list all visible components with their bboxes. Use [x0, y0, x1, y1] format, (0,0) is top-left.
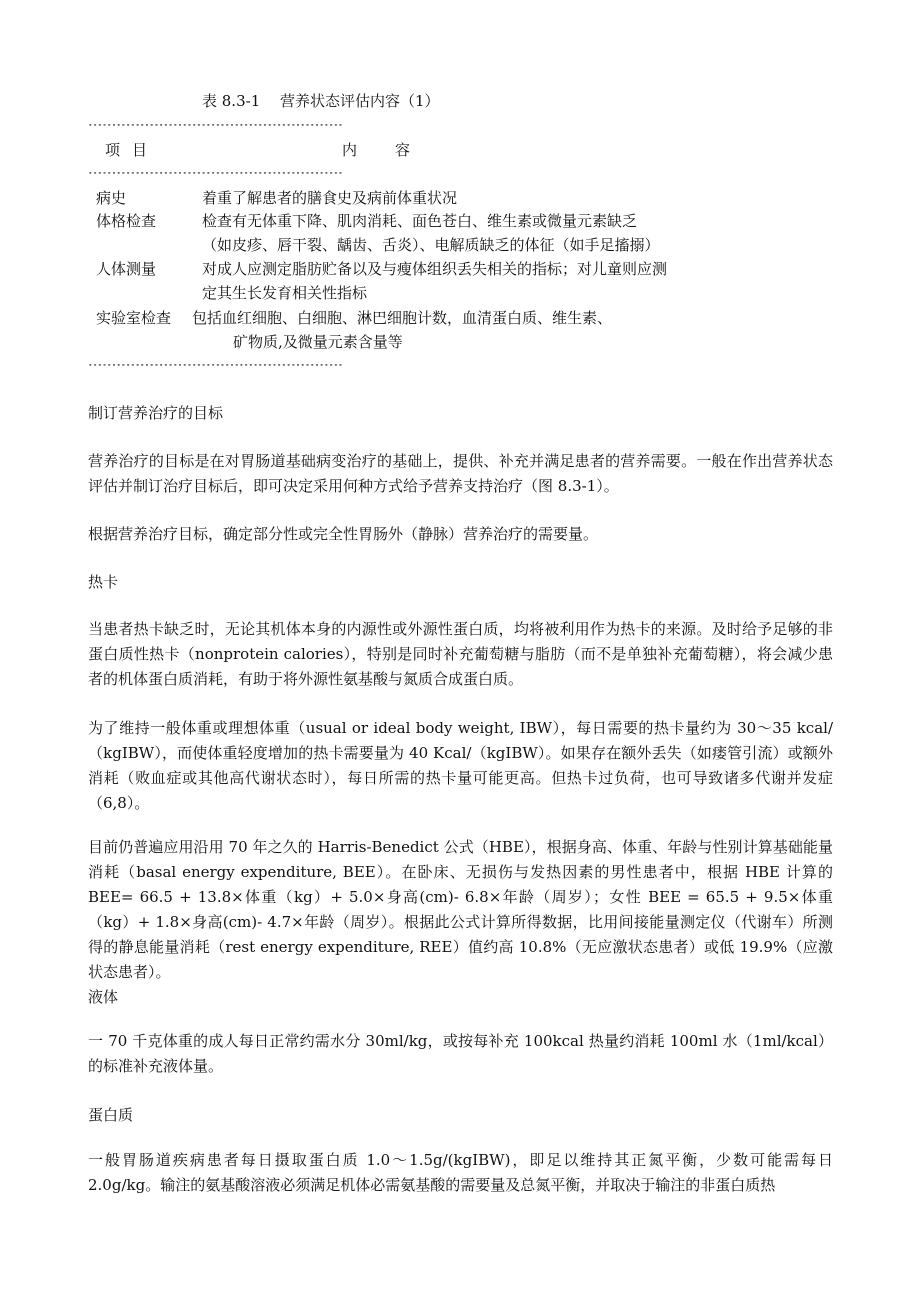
section-heading-goal: 制订营养治疗的目标 [88, 404, 224, 422]
table-rule-header: ------------------------------------------------------ [88, 165, 343, 181]
paragraph-protein: 一般胃肠道疾病患者每日摄取蛋白质 1.0～1.5g/(kgIBW)，即足以维持其正氮平衡，少数可能需每日 2.0g/kg。输注的氨基酸溶液必须满足机体必需氨基酸的需要量及总氮平衡，并取决于输注的非蛋白质热 [88, 1151, 833, 1194]
table-row-text: 包括血红细胞、白细胞、淋巴细胞计数，血清蛋白质、维生素、 [192, 309, 613, 327]
section-heading-protein: 蛋白质 [88, 1106, 134, 1124]
paragraph-goal: 营养治疗的目标是在对胃肠道基础病变治疗的基础上，提供、补充并满足患者的营养需要。一般在作出营养状态评估并制订治疗目标后，即可决定采用何种方式给予营养支持治疗（图 8.3-1）。 [88, 452, 833, 495]
paragraph-fluid: 一 70 千克体重的成人每日正常约需水分 30ml/kg，或按每补充 100kcal 热量约消耗 100ml 水（1ml/kcal）的标准补充液体量。 [88, 1032, 833, 1075]
table-row-label: 人体测量 [96, 260, 157, 278]
paragraph-calorie-2: 为了维持一般体重或理想体重（usual or ideal body weight, IBW），每日需要的热卡量约为 30～35 kcal/（kgIBW），而使体重轻度增加的热卡需要量为 40 Kcal/（kgIBW）。如果存在额外丢失（如瘘管引流）或额外消耗（败血症或其他高代谢状态时），每日所需的热卡量可能更高。但热卡过负荷，也可导致诸多代谢并发症（6,8）。 [88, 719, 833, 812]
table-title: 表 8.3-1 营养状态评估内容（1） [202, 92, 440, 110]
section-heading-fluid: 液体 [88, 988, 119, 1006]
table-row-label: 病史 [96, 189, 127, 207]
table-header-content-a: 内 [342, 141, 358, 159]
table-row-label: 实验室检查 [96, 309, 172, 327]
table-row-text: 矿物质,及微量元素含量等 [233, 333, 403, 351]
table-header-content [342, 140, 410, 160]
section-heading-calorie: 热卡 [88, 573, 119, 591]
paragraph-calorie-3: 目前仍普遍应用沿用 70 年之久的 Harris-Benedict 公式（HBE），根据身高、体重、年龄与性别计算基础能量消耗（basal energy expenditure, BEE）。在卧床、无损伤与发热因素的男性患者中，根据 HBE 计算的 BEE= 66.5 + 13.8×体重（kg）+ 5.0×身高(cm)- 6.8×年龄（周岁）；女性 BEE = 65.5 + 9.5×体重（kg）+ 1.8×身高(cm)- 4.7×年龄（周岁）。根据此公式计算所得数据，比用间接能量测定仪（代谢车）所测得的静息能量消耗（rest energy expenditure, REE）值约高 10.8%（无应激状态患者）或低 19.9%（应激状态患者）。 [88, 838, 833, 981]
table-header-content-b: 容 [395, 141, 411, 159]
table-row-text: 检查有无体重下降、肌肉消耗、面色苍白、维生素或微量元素缺乏 [202, 212, 638, 230]
table-rule-bottom: ------------------------------------------------------ [88, 357, 343, 373]
table-header-item: 项目 [105, 141, 160, 159]
table-row-text: （如皮疹、唇干裂、龋齿、舌炎）、电解质缺乏的体征（如手足搐搦） [202, 236, 660, 254]
paragraph-need: 根据营养治疗目标，确定部分性或完全性胃肠外（静脉）营养治疗的需要量。 [88, 525, 599, 543]
table-row-text: 对成人应测定脂肪贮备以及与瘦体组织丢失相关的指标；对儿童则应测 [202, 260, 668, 278]
paragraph-calorie-1: 当患者热卡缺乏时，无论其机体本身的内源性或外源性蛋白质，均将被利用作为热卡的来源。及时给予足够的非蛋白质性热卡（nonprotein calories），特别是同时补充葡萄糖与脂肪（而不是单独补充葡萄糖），将会减少患者的机体蛋白质消耗，有助于将外源性氨基酸与氮质合成蛋白质。 [88, 620, 833, 688]
table-row-text: 着重了解患者的膳食史及病前体重状况 [202, 189, 458, 207]
table-row-label: 体格检查 [96, 212, 157, 230]
table-rule-top: ------------------------------------------------------ [88, 117, 343, 133]
table-row-text: 定其生长发育相关性指标 [202, 284, 368, 302]
